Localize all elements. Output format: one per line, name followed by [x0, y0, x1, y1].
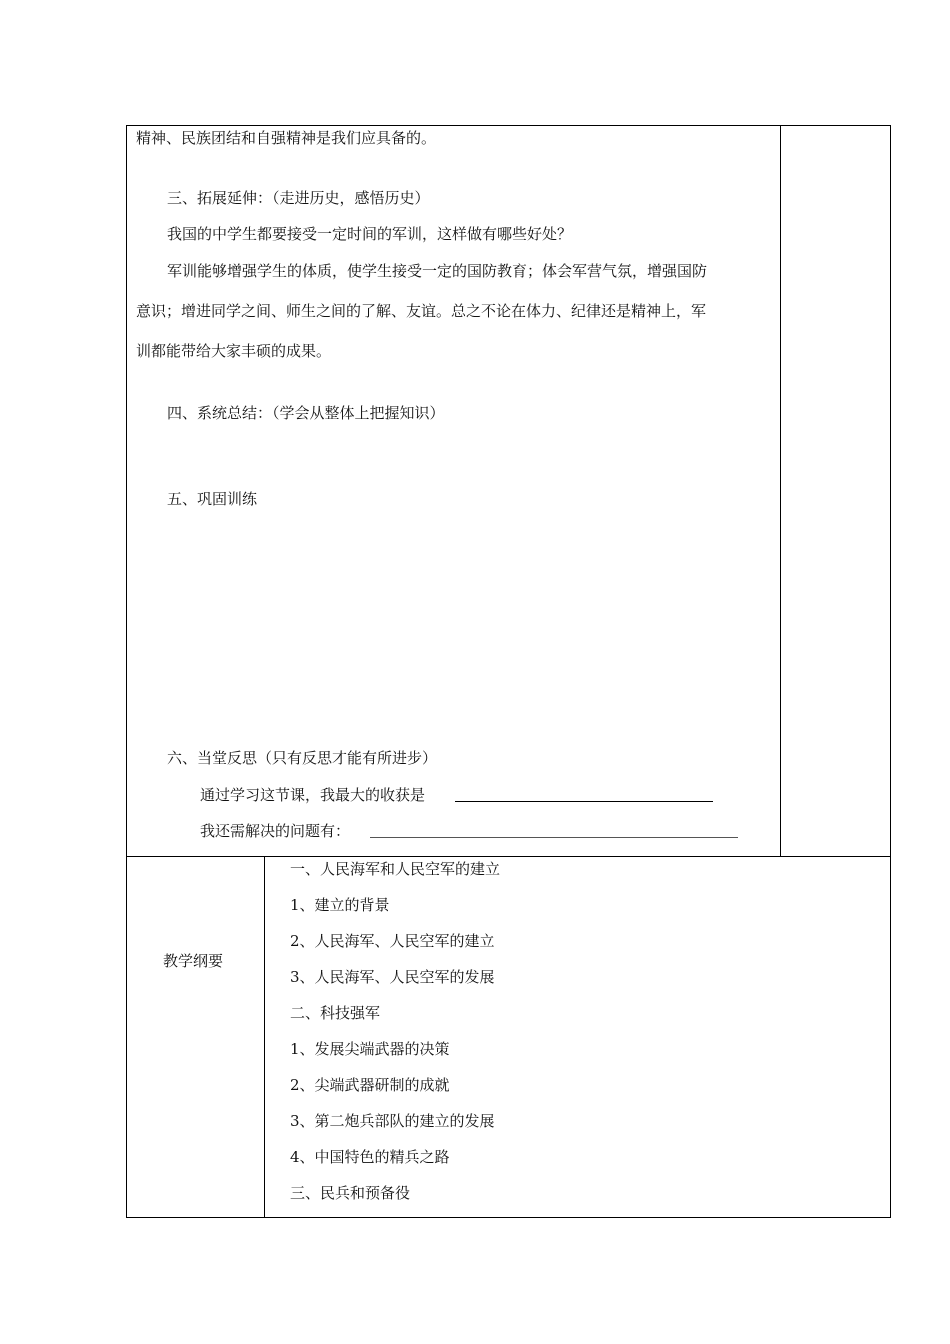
reflection-gain-blank[interactable]: [455, 801, 713, 802]
outline-item: 1、发展尖端武器的决策: [290, 1040, 450, 1058]
table-border-right: [890, 125, 891, 1218]
reflection-gain-label: 通过学习这节课，我最大的收获是: [200, 786, 426, 804]
section-practice-title: 五、巩固训练: [167, 490, 258, 508]
outline-label: 教学纲要: [163, 952, 224, 970]
reflection-problem-label: 我还需解决的问题有：: [200, 822, 351, 840]
row-divider: [126, 856, 891, 857]
table-border-left: [126, 125, 127, 1218]
section-extension-title: 三、拓展延伸：（走进历史，感悟历史）: [167, 189, 430, 207]
outline-item: 二、科技强军: [290, 1004, 381, 1022]
outline-item: 三、民兵和预备役: [290, 1184, 411, 1202]
outline-item: 1、建立的背景: [290, 896, 390, 914]
outline-item: 一、人民海军和人民空军的建立: [290, 860, 501, 878]
outline-column-divider: [264, 856, 265, 1218]
section-extension-answer-line2: 意识；增进同学之间、师生之间的了解、友谊。总之不论在体力、纪律还是精神上，军: [136, 302, 707, 320]
outline-item: 2、尖端武器研制的成就: [290, 1076, 450, 1094]
outline-item: 3、第二炮兵部队的建立的发展: [290, 1112, 495, 1130]
section-extension-answer-line3: 训都能带给大家丰硕的成果。: [136, 342, 332, 360]
outline-item: 2、人民海军、人民空军的建立: [290, 932, 495, 950]
continuation-line: 精神、民族团结和自强精神是我们应具备的。: [136, 129, 437, 147]
table-border-bottom: [126, 1217, 891, 1218]
outline-item: 3、人民海军、人民空军的发展: [290, 968, 495, 986]
section-extension-answer-line1: 军训能够增强学生的体质，使学生接受一定的国防教育；体会军营气氛，增强国防: [167, 262, 708, 280]
section-extension-question: 我国的中学生都要接受一定时间的军训，这样做有哪些好处？: [167, 225, 573, 243]
reflection-problem-blank[interactable]: [370, 837, 738, 838]
section-reflection-title: 六、当堂反思（只有反思才能有所进步）: [167, 749, 438, 767]
section-summary-title: 四、系统总结：（学会从整体上把握知识）: [167, 404, 445, 422]
outline-item: 4、中国特色的精兵之路: [290, 1148, 450, 1166]
upper-column-divider: [780, 125, 781, 856]
table-border-top: [126, 125, 891, 126]
